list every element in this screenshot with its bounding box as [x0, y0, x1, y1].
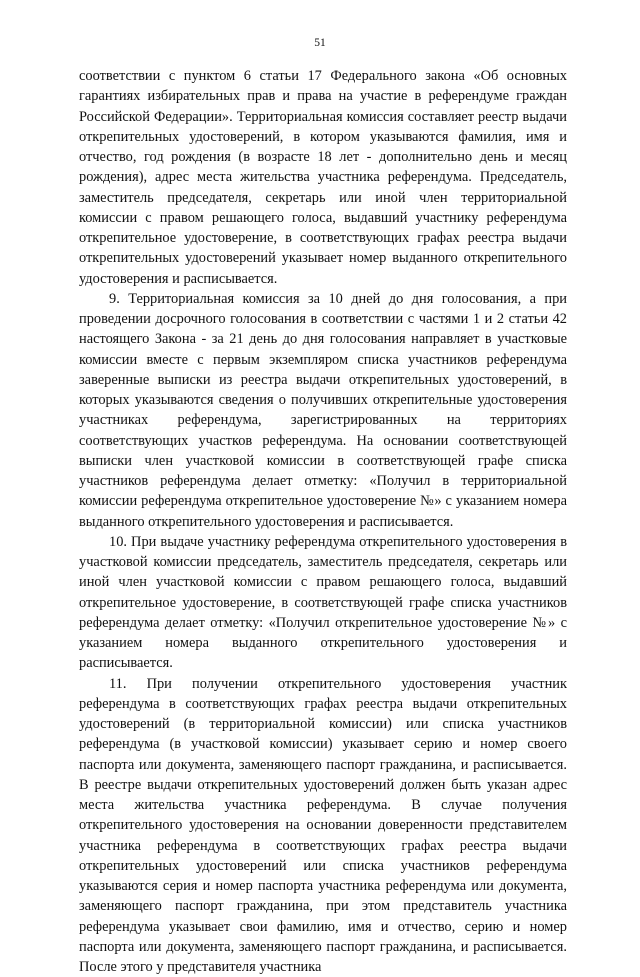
page-number: 51 [0, 37, 640, 49]
paragraph-item-11: 11. При получении открепительного удостоверения участник референдума в соответствующих графах реестра выдачи открепительных удостоверений (в территориальной комиссии) или списка участников референдума (в участковой комиссии) указывает серию и номер своего паспорта или документа, заменяющего паспорт гражданина, и расписывается. В реестре выдачи открепительных удостоверений должен быть указан адрес места жительства участника референдума. В случае получения открепительного удостоверения на основании доверенности представителем участника референдума в соответствующих графах реестра выдачи открепительных удостоверений или списка участников референдума указываются серия и номер паспорта участника референдума или документа, заменяющего паспорт гражданина, при этом представитель участника референдума указывает свои фамилию, имя и отчество, серию и номер паспорта или документа, заменяющего паспорт гражданина, и расписывается. После этого у представителя участника [79, 674, 567, 977]
paragraph-item-9: 9. Территориальная комиссия за 10 дней до дня голосования, а при проведении досрочного голосования в соответствии с частями 1 и 2 статьи 42 настоящего Закона - за 21 день до дня голосования направляет в участковые комиссии вместе с первым экземпляром списка участников референдума заверенные выписки из реестра выдачи открепительных удостоверений, в которых указываются сведения о получивших открепительные удостоверения участниках референдума, зарегистрированных на территориях соответствующих участков референдума. На основании соответствующей выписки член участковой комиссии в соответствующей графе списка участников референдума делает отметку: «Получил в территориальной комиссии референдума открепительное удостоверение №» с указанием номера выданного открепительного удостоверения и расписывается. [79, 289, 567, 532]
paragraph-continuation: соответствии с пунктом 6 статьи 17 Федерального закона «Об основных гарантиях избирательных прав и права на участие в референдуме граждан Российской Федерации». Территориальная комиссия составляет реестр выдачи открепительных удостоверений, в котором указываются фамилия, имя и отчество, год рождения (в возрасте 18 лет - дополнительно день и месяц рождения), адрес места жительства участника референдума. Председатель, заместитель председателя, секретарь или иной член территориальной комиссии с правом решающего голоса, выдавший участнику референдума открепительное удостоверение, в соответствующих графах реестра выдачи открепительных удостоверений указывает номер выданного открепительного удостоверения и расписывается. [79, 66, 567, 289]
body-text [79, 66, 567, 977]
paragraph-item-10: 10. При выдаче участнику референдума открепительного удостоверения в участковой комиссии председатель, заместитель председателя, секретарь или иной член участковой комиссии с правом решающего голоса, выдавший открепительное удостоверение, в соответствующей графе списка участников референдума делает отметку: «Получил открепительное удостоверение №» с указанием номера выданного открепительного удостоверения и расписывается. [79, 532, 567, 674]
